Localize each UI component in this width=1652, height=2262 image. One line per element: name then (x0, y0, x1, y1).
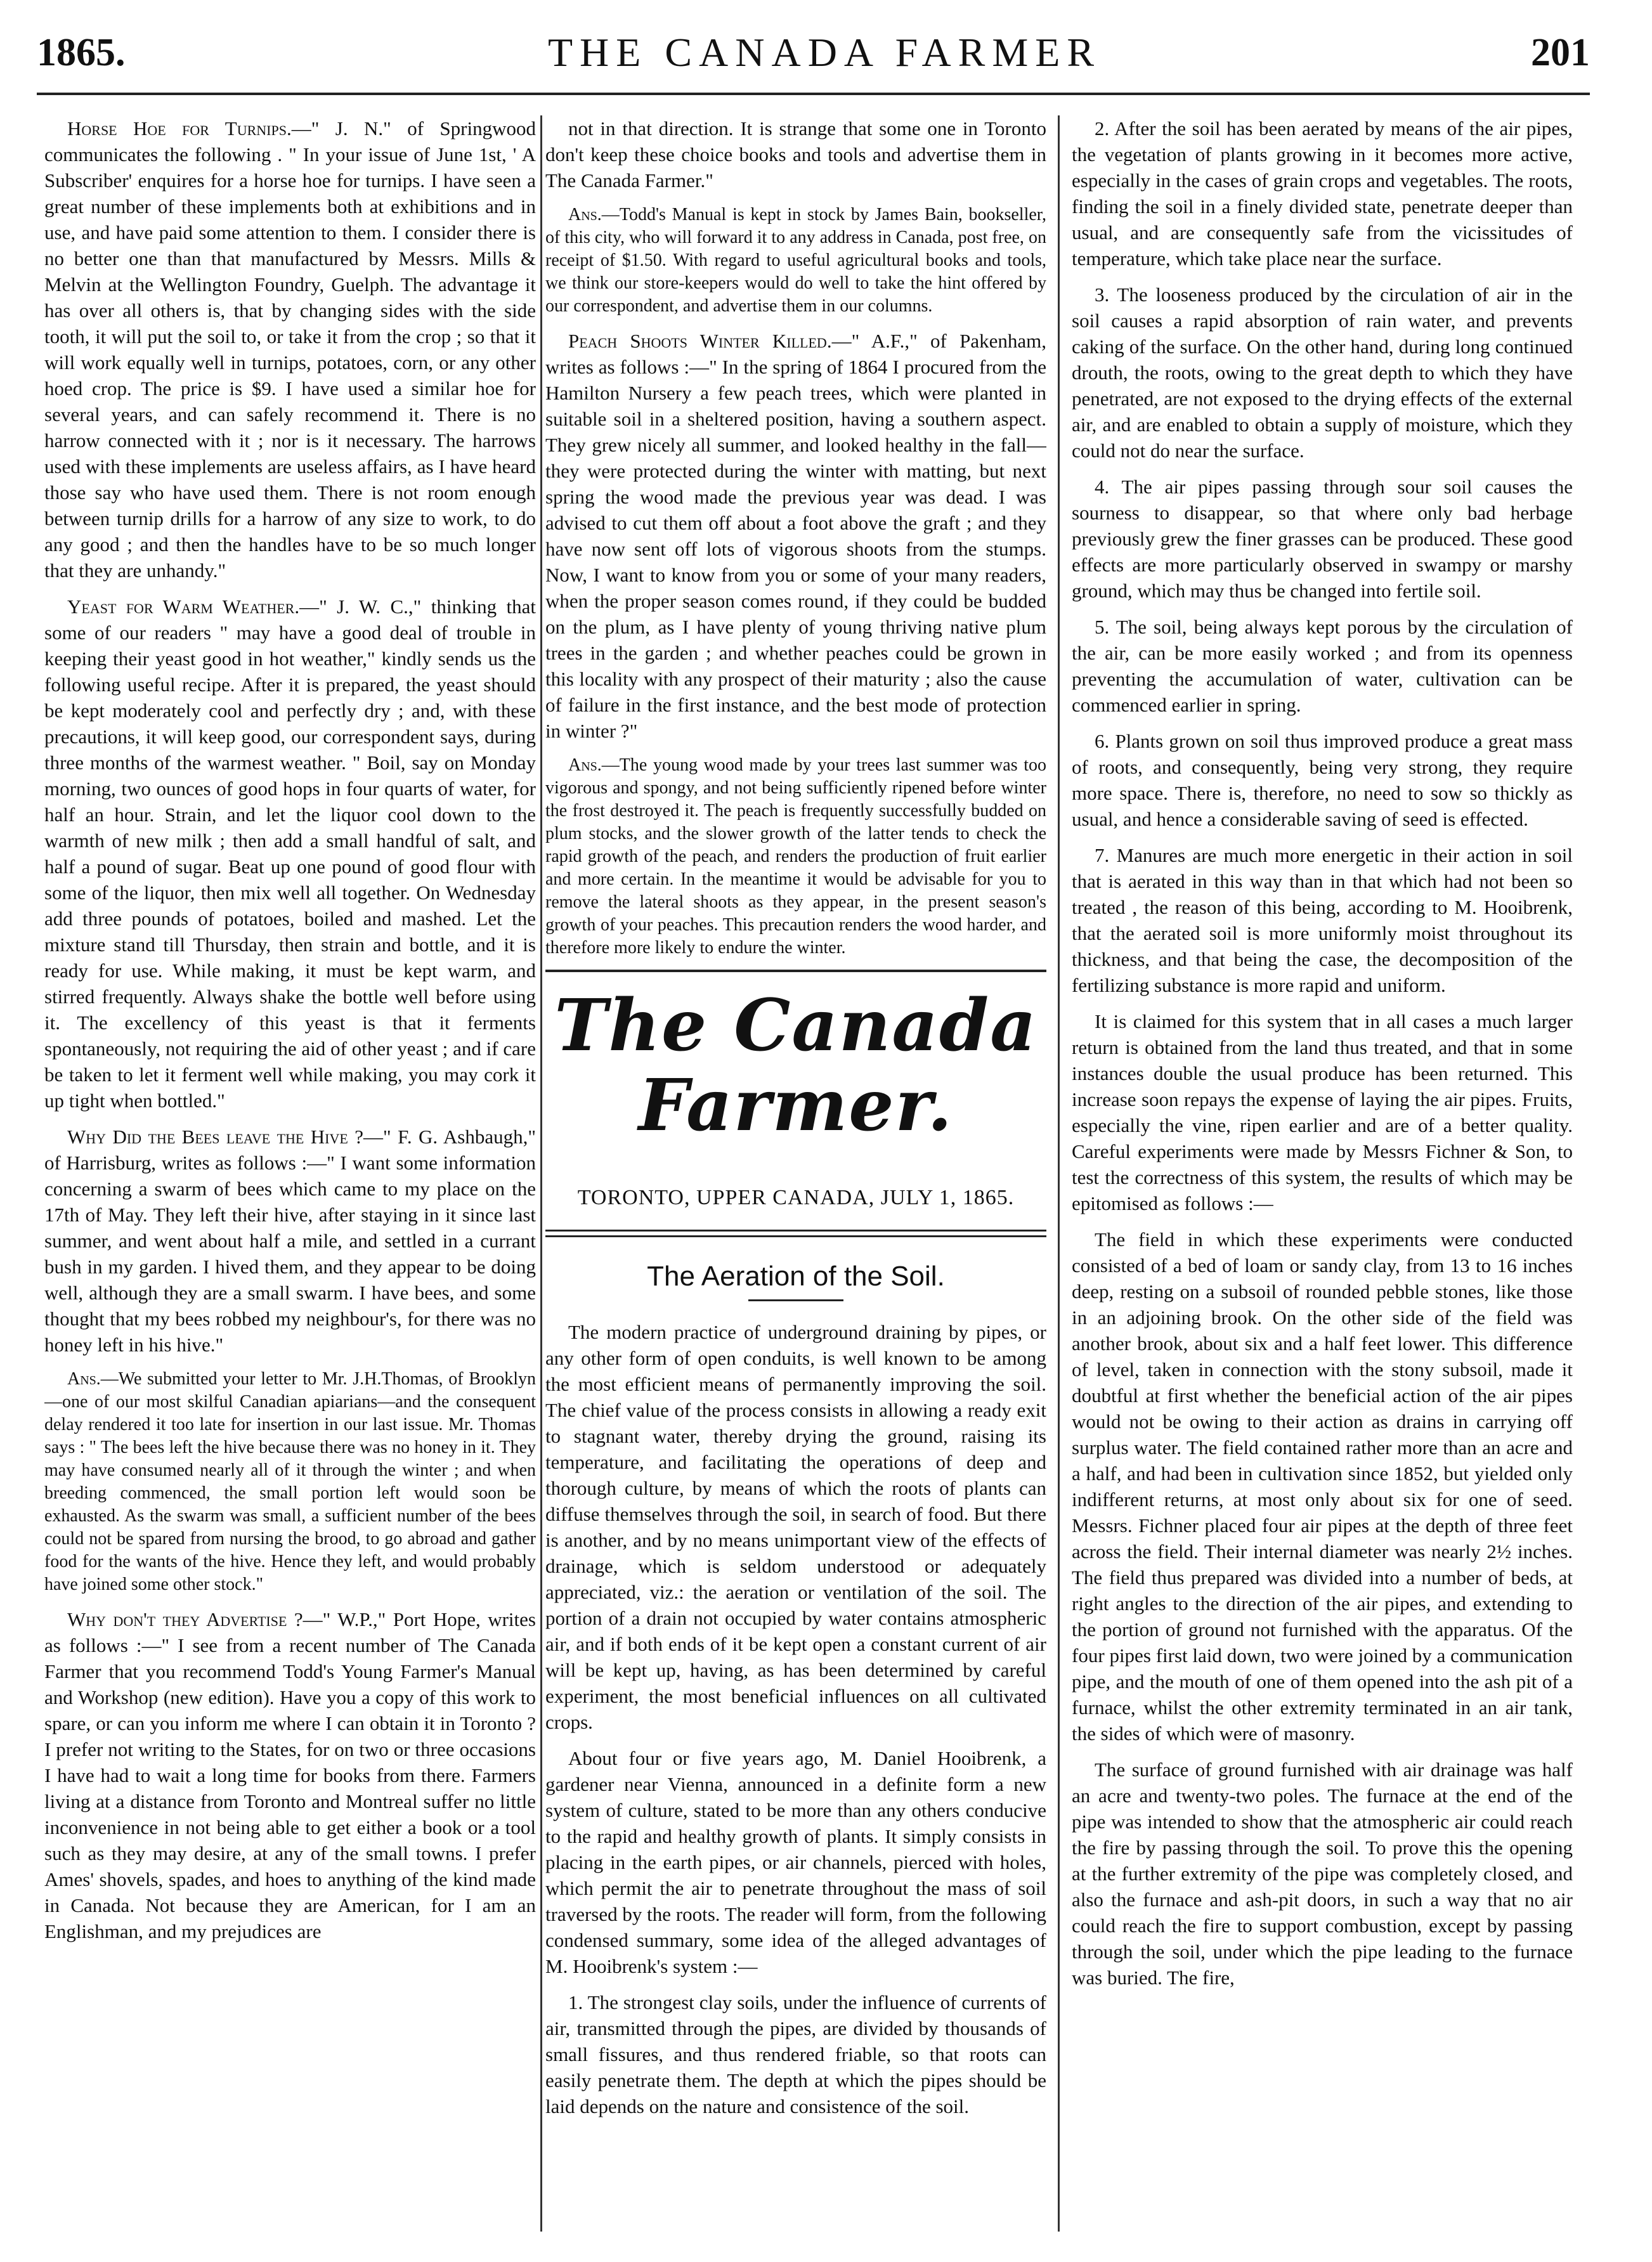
title-rule (748, 1299, 843, 1301)
paragraph (545, 115, 1046, 193)
paragraph (44, 1124, 536, 1358)
dateline: TORONTO, UPPER CANADA, JULY 1, 1865. (545, 1146, 1046, 1232)
paragraph-heading: Why Did the Bees leave the Hive ? (67, 1126, 363, 1148)
paragraph-text: 2. After the soil has been aerated by means of the air pipes, the vegetation of plants growing in it becomes more active, especially in the cases of grain crops and vegetables. The roots, finding the soil in a finely divided state, penetrate deeper than usual, and are consequently safe from the vicissitudes of temperature, which take place near the surface. (1072, 117, 1573, 270)
paragraph (1072, 842, 1573, 998)
paragraph-text: —We submitted your letter to Mr. J.H.Thomas, of Brooklyn—one of our most skilful Canadian apiarians—and the consequent delay rendered it too late for insertion in our last issue. Mr. Thomas says : " The bees left the hive because there was no honey in it. They may have consumed nearly all of it through the winter ; and when breeding commenced, the small portion left would soon be exhausted. As the swarm was small, a sufficient number of the bees could not be spared from nursing the brood, to go abroad and gather food for the wants of the hive. Hence they left, and would probably have joined some other stock." (44, 1369, 536, 1594)
header-title: THE CANADA FARMER (547, 30, 1102, 75)
paragraph (44, 1368, 536, 1596)
paragraph-heading: Ans. (568, 755, 602, 775)
masthead-box (545, 970, 1046, 1237)
paragraph-text: —The young wood made by your trees last summer was too vigorous and spongy, and not being sufficiently ripened before winter the frost destroyed it. The peach is frequently successfully budded on plum stocks, and the slower growth of the latter tends to check the rapid growth of the peach, and renders the production of fruit earlier and more certain. In the meantime it would be advisable for you to remove the lateral shoots as they appear, in the present season's growth of your peaches. This precaution renders the wood harder, and therefore more likely to endure the winter. (545, 755, 1046, 958)
column-middle (545, 115, 1046, 2232)
paragraph-heading: Yeast for Warm Weather. (67, 595, 300, 618)
paragraph-text: —" W.P.," Port Hope, writes as follows :—" I see from a recent number of The Canada Farmer that you recommend Todd's Young Farmer's Manual and Workshop (new edition). Have you a copy of this work to spare, or can you inform me where I can obtain it in Toronto ? I prefer not writing to the States, for on two or three occasions I have had to wait a long time for books from there. Farmers living at a distance from Toronto and Montreal suffer no little inconvenience in not being able to get either a book or a tool such as they may desire, at any of the small towns. I prefer Ames' shovels, spades, and hoes to anything of the kind made in Canada. Not because they are American, for I am an Englishman, and my prejudices are (44, 1608, 536, 1942)
col2-bottom-articles (545, 1319, 1046, 2119)
paragraph-heading: Peach Shoots Winter Killed. (568, 330, 832, 352)
paragraph-text: 3. The looseness produced by the circulation of air in the soil causes a rapid absorption of rain water, and prevents caking of the surface. On the other hand, during long continued drouth, the roots, owing to the great depth to which they have penetrated, are not exposed to the drying effects of the external air, and are enabled to obtain a supply of moisture, which they could not do near the surface. (1072, 283, 1573, 462)
paragraph-heading: Horse Hoe for Turnips. (67, 117, 292, 140)
paragraph (1072, 728, 1573, 832)
column-right (1072, 115, 1573, 2232)
paragraph-text: About four or five years ago, M. Daniel Hooibrenk, a gardener near Vienna, announced in a definite form a new system of culture, stated to be more than any others conducive to the rapid and healthy growth of plants. It simply consists in placing in the earth pipes, or air channels, pierced with holes, which permit the air to penetrate throughout the mass of soil traversed by the roots. The reader will form, from the following condensed summary, some idea of the alleged advantages of M. Hooibrenk's system :— (545, 1747, 1046, 1977)
paragraph-text: 7. Manures are much more energetic in their action in soil that is aerated in this way than in that which had not been so treated , the reason of this being, according to M. Hooibrenk, that the aerated soil is more uniformly moist throughout its thickness, and that being the case, the decomposition of the fertilizing substance is more rapid and uniform. (1072, 844, 1573, 996)
paragraph-text: The modern practice of underground draining by pipes, or any other form of open conduits, is well known to be among the most efficient means of permanently improving the soil. The chief value of the process consists in allowing a ready exit to stagnant water, thereby drying the ground, raising its temperature, and facilitating the operations of deep and thorough culture, by means of which the roots of plants can diffuse themselves through the soil, in search of food. But there is another, and by no means unimportant view of the effects of drainage, which is seldom understood or adequately appreciated, viz.: the aeration or ventilation of the soil. The portion of a drain not occupied by water contains atmospheric air, and if both ends of it be kept open a constant current of air will be kept up, having, as has been determined by careful experiment, the most beneficial influences on all cultivated crops. (545, 1321, 1046, 1733)
paragraph (1072, 474, 1573, 604)
paragraph-heading: Ans. (568, 205, 602, 224)
header-page-number: 201 (1531, 31, 1590, 74)
paragraph-text: The surface of ground furnished with air drainage was half an acre and twenty-two poles. The furnace at the end of the pipe was intended to show that the atmospheric air could reach the fire by passing through the soil. To prove this the opening at the further extremity of the pipe was completely closed, and also the furnace and ash-pit doors, in such a way that no air could reach the fire to support combustion, except by passing through the soil, under which the pipe leading to the furnace was buried. The fire, (1072, 1758, 1573, 1989)
paragraph (1072, 1757, 1573, 1991)
paragraph (545, 754, 1046, 959)
paragraph-text: —Todd's Manual is kept in stock by James Bain, bookseller, of this city, who will forward it to any address in Canada, post free, on receipt of $1.50. With regard to useful agricultural books and tools, we think our store-keepers would do well to take the hint offered by our correspondent, and advertise them in our columns. (545, 205, 1046, 316)
column-divider (540, 115, 542, 2232)
paragraph-text: not in that direction. It is strange that some one in Toronto don't keep these choice books and tools and advertise them in The Canada Farmer." (545, 117, 1046, 192)
header-year: 1865. (37, 31, 126, 74)
paragraph-text: The field in which these experiments were conducted consisted of a bed of loam or sandy clay, from 13 to 16 inches deep, resting on a subsoil of rounded pebble stones, like those in an adjoining brook. On the other side of the field was another brook, about six and a half feet lower. This difference of level, taken in connection with the stony subsoil, made it doubtful at first whether the beneficial action of the air pipes would not be owing to their action as drains in carrying off surplus water. The field contained rather more than an acre and a half, and had been in cultivation since 1852, but yielded only indifferent returns, at most only about six for one of seed. Messrs. Fichner placed four air pipes at the depth of three feet across the field. Their internal diameter was nearly 2½ inches. The field thus prepared was divided into a number of beds, at right angles to the direction of the air pipes, and extending to the portion of ground not furnished with the apparatus. Of the four pipes first laid down, two were joined by a communication pipe, and the mouth of one of them opened into the ash pit of a furnace, whilst the other extremity terminated in an air tank, the sides of which were of masonry. (1072, 1228, 1573, 1745)
paragraph-text: 1. The strongest clay soils, under the influence of currents of air, transmitted through the pipes, are divided by thousands of small fissures, and thus rendered friable, so that roots can easily penetrate them. The depth at which the pipes should be laid depends on the nature and consistence of the soil. (545, 1991, 1046, 2117)
col3-articles (1072, 115, 1573, 1991)
paragraph-text: 4. The air pipes passing through sour soil causes the sourness to disappear, so that where only bad herbage previously grew the finer grasses can be produced. These good effects are more particularly observed in swampy or marshy ground, which may thus be changed into fertile soil. (1072, 476, 1573, 602)
paragraph-heading: Ans. (67, 1369, 101, 1389)
article-title: The Aeration of the Soil. (647, 1261, 945, 1292)
paragraph-text: 5. The soil, being always kept porous by the circulation of the air, can be more easily worked ; and from its openness preventing the accumulation of water, cultivation can be commenced earlier in spring. (1072, 616, 1573, 716)
paragraph (1072, 1226, 1573, 1746)
paragraph-text: —" J. W. C.," thinking that some of our readers " may have a good deal of trouble in keeping their yeast good in hot weather," kindly sends us the following useful recipe. After it is prepared, the yeast should be kept moderately cool and perfectly dry ; and, with these precautions, it will keep good, our correspondent says, during three months of the warmest weather. " Boil, say on Monday morning, two ounces of good hops in four quarts of water, for half an hour. Strain, and let the liquor cool down to the warmth of new milk ; then add a small handful of salt, and half a pound of sugar. Beat up one pound of good flour with some of the liquor, then mix well all together. On Wednesday add three pounds of potatoes, boiled and mashed. Let the mixture stand till Thursday, then strain and bottle, and it is ready for use. While making, it must be kept warm, and stirred frequently. Always shake the bottle well before using it. The excellency of this yeast is that it ferments spontaneously, not requiring the aid of other yeast ; and if care be taken to let it ferment well while making, you may cork it up tight when bottled." (44, 595, 536, 1112)
paragraph (545, 1989, 1046, 2119)
paragraph (44, 594, 536, 1114)
column-left (44, 115, 536, 2232)
column-divider (1058, 115, 1060, 2232)
paragraph-text: —" J. N." of Springwood communicates the following . " In your issue of June 1st, ' A Subscriber' enquires for a horse hoe for turnips. I have seen a great number of these implements both at exhibitions and in use, and have paid some attention to them. I consider there is no better one than that manufactured by Messrs. Mills & Melvin at the Wellington Foundry, Guelph. The advantage it has over all others is, that by changing sides with the side tooth, it will put the soil to, or take it from the crop ; so that it will work equally well in turnips, potatoes, corn, or any other hoed crop. The price is $9. I have used a similar hoe for several years, and can safely recommend it. There is no harrow connected with it ; nor is it necessary. The harrows used with these implements are useless affairs, as I have heard those say who have used them. There is not room enough between turnip drills for a harrow of any size to work, to do any good ; and then the handles have to be so much longer that they are unhandy." (44, 117, 536, 582)
paragraph (545, 204, 1046, 318)
paragraph-text: It is claimed for this system that in all cases a much larger return is obtained from the land thus treated, and that in some instances double the usual produce has been returned. This increase soon repays the expense of laying the air pipes. Fruits, especially the vine, ripen earlier and are of a better quality. Careful experiments were made by Messrs Fichner & Son, to test the correctness of this system, the results of which may be epitomised as follows :— (1072, 1010, 1573, 1214)
masthead: The Canada Farmer. (554, 984, 1037, 1147)
paragraph-text: 6. Plants grown on soil thus improved produce a great mass of roots, and consequently, being very strong, they require more space. There is, therefore, no need to sow so thickly as usual, and hence a considerable saving of seed is effected. (1072, 730, 1573, 830)
paragraph (1072, 115, 1573, 271)
paragraph (44, 115, 536, 583)
paragraph-heading: Why don't they Advertise ? (67, 1608, 303, 1630)
paragraph-text: —" F. G. Ashbaugh," of Harrisburg, writes as follows :—" I want some information concerning a swarm of bees which came to my place on the 17th of May. They left their hive, after staying in it since last summer, and went about half a mile, and settled in a currant bush in my garden. I hived them, and they appear to be doing well, although they are a small swarm. I have bees, and some thought that my bees robbed my neighbour's, for there was no honey left in his hive." (44, 1126, 536, 1356)
paragraph (545, 1319, 1046, 1735)
header-rule (37, 93, 1590, 95)
col1-articles (44, 115, 536, 1944)
col2-top-articles (545, 115, 1046, 959)
paragraph (545, 1745, 1046, 1979)
paragraph (1072, 282, 1573, 464)
paragraph-text: —" A.F.," of Pakenham, writes as follows :—" In the spring of 1864 I procured from the Hamilton Nursery a few peach trees, which were planted in suitable soil in a sheltered position, having a southern aspect. They grew nicely all summer, and looked healthy in the fall—they were protected during the winter with matting, but next spring the wood made the previous year was dead. I was advised to cut them off about a foot above the graft ; and they have now sent off lots of vigorous shoots from the stumps. Now, I want to know from you or some of your many readers, when the proper season comes round, if they could be budded on the plum, as I have plenty of young thriving native plum trees in the garden ; and whether peaches could be grown in this locality with any prospect of their maturity ; also the cause of failure in the first instance, and the best mode of protection in winter ?" (545, 330, 1046, 742)
paragraph (1072, 1008, 1573, 1216)
paragraph (44, 1606, 536, 1944)
paragraph (545, 328, 1046, 744)
paragraph (1072, 614, 1573, 718)
